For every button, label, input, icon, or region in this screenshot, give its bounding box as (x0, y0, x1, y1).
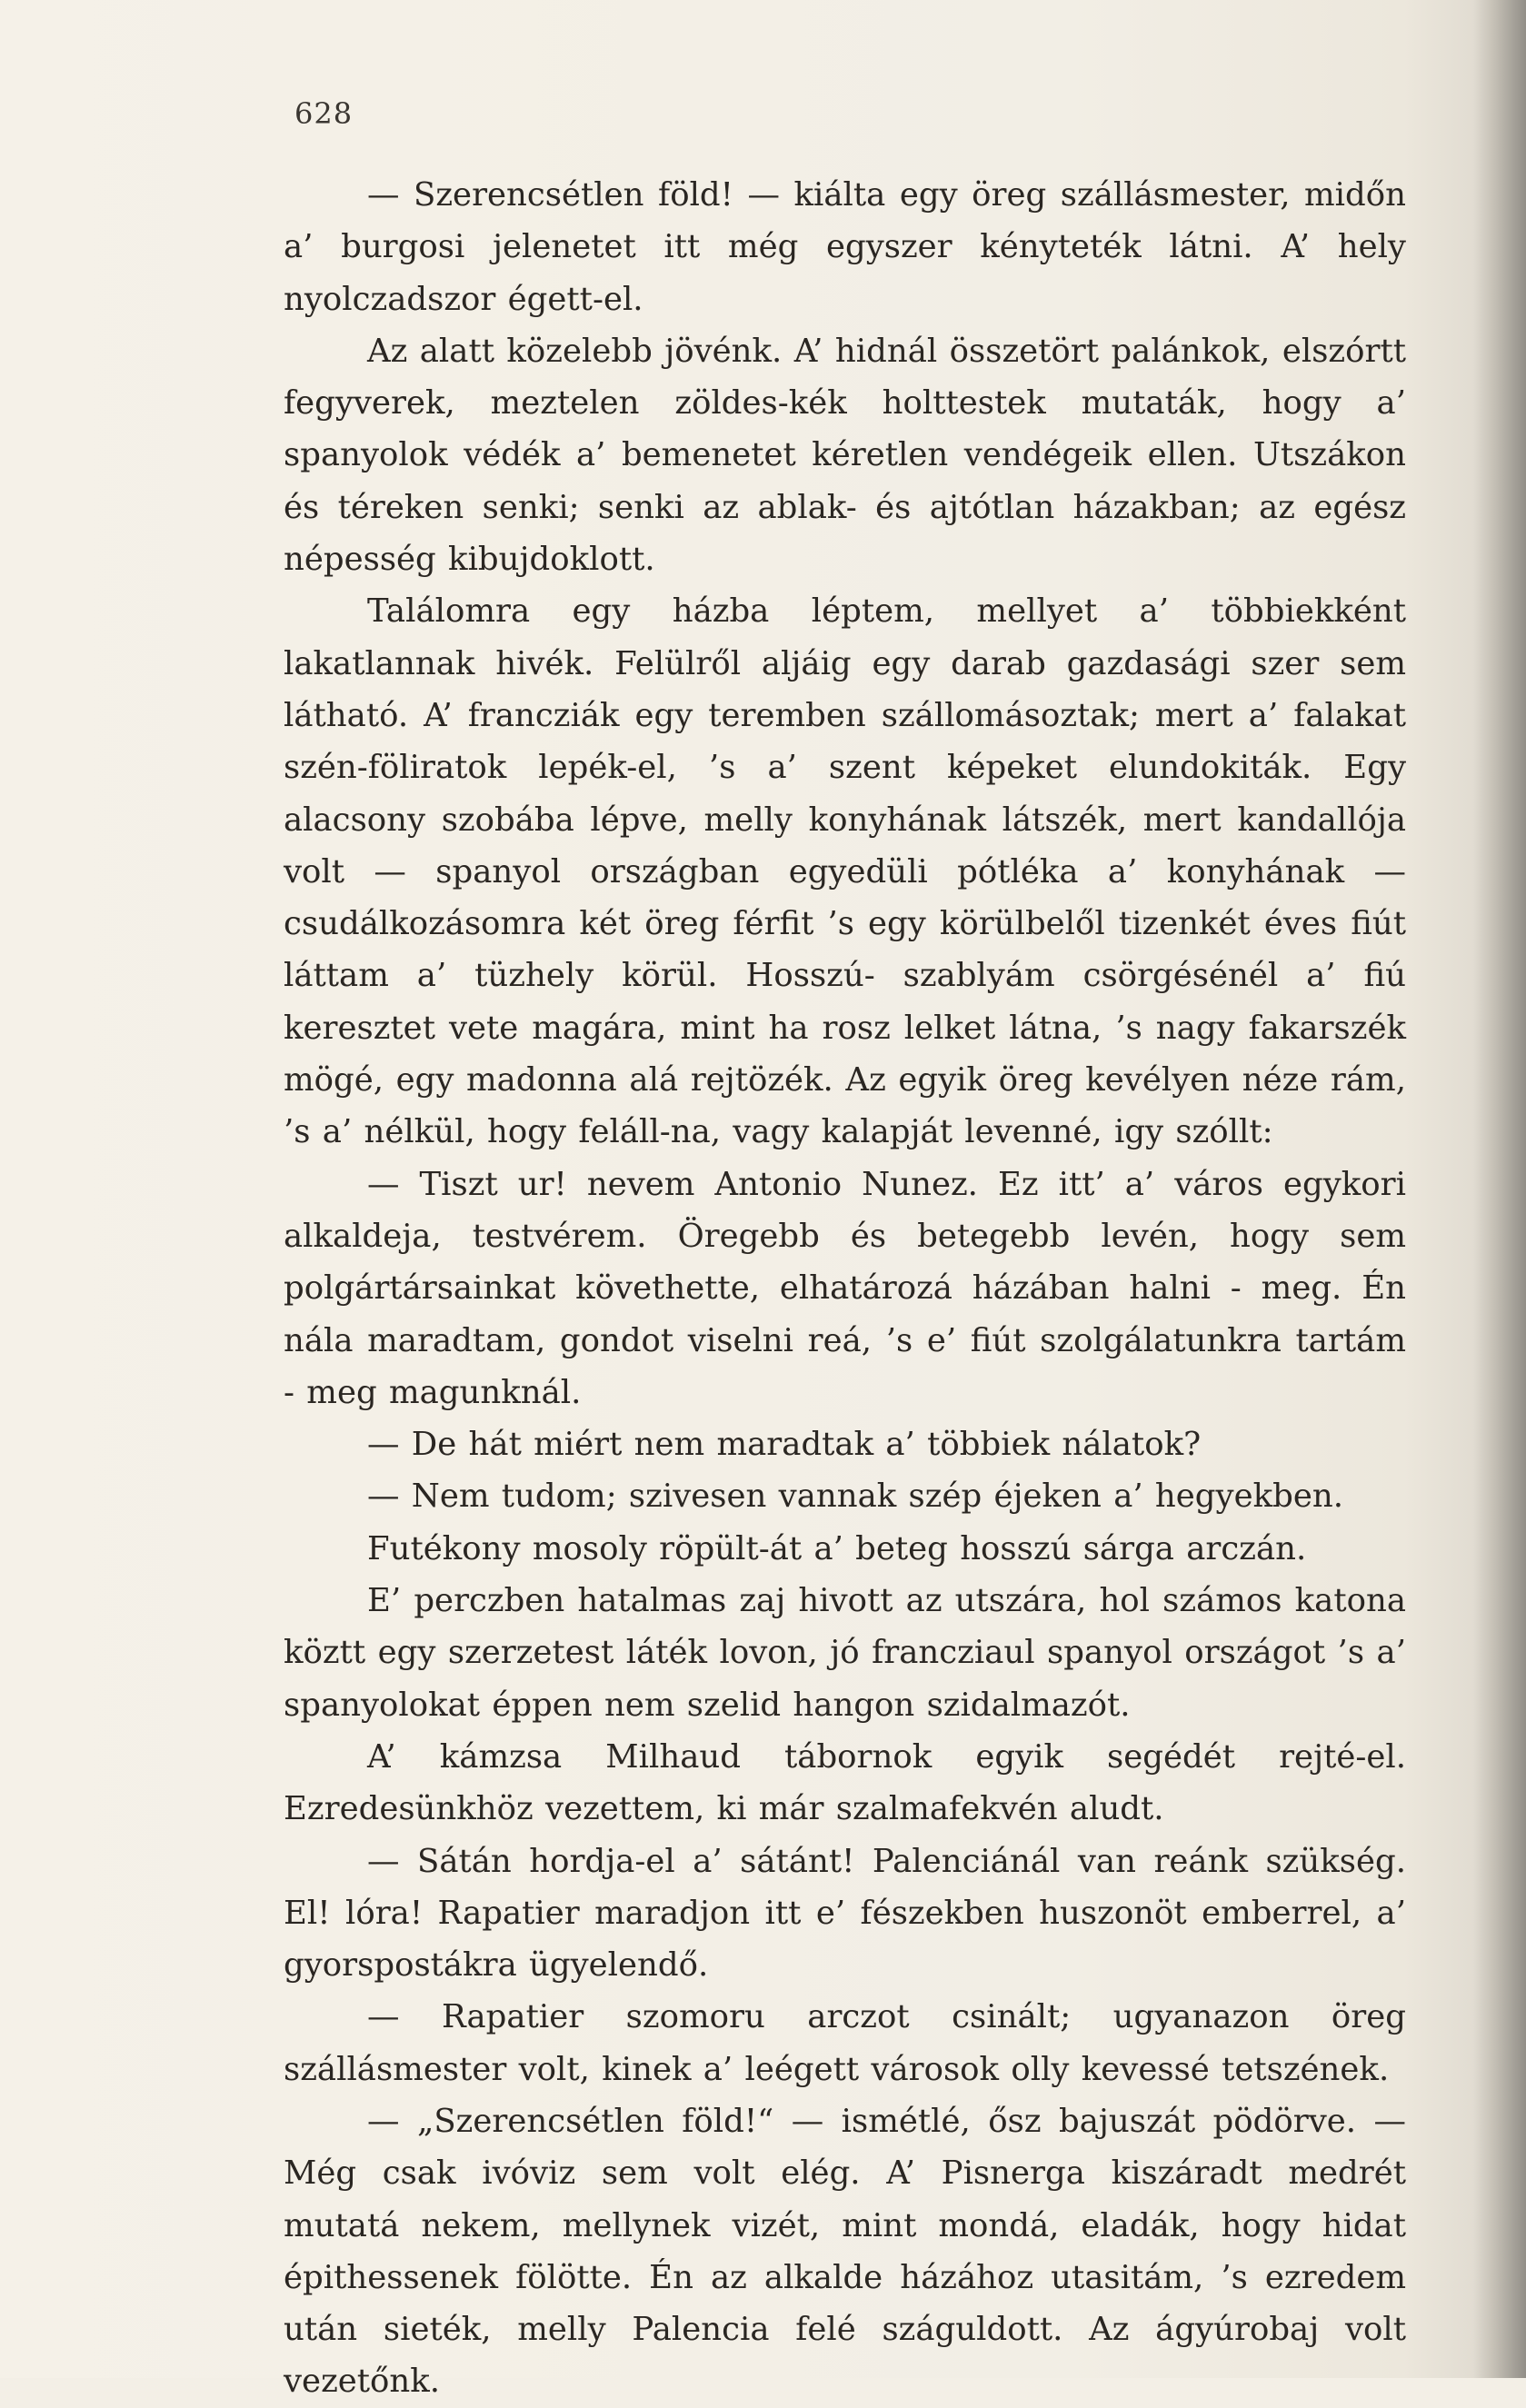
paragraph: — Szerencsétlen föld! — kiálta egy öreg szállásmester, midőn a’ burgosi jelenetet itt még egyszer kényteték látni. A’ hely nyolczadszor égett-el. (284, 176, 1406, 318)
paragraph: — Tiszt ur! nevem Antonio Nunez. Ez itt’ a’ város egykori alkaldeja, testvérem. Öregebb és betegebb levén, hogy sem polgártársainkat követhette, elhatározá házában halni - meg. Én nála maradtam, gondot viselni reá, ’s e’ fiút szolgálatunkra tartám - meg magunknál. (284, 1165, 1406, 1411)
paragraph: A’ kámzsa Milhaud tábornok egyik segédét rejté-el. Ezredesünkhöz vezettem, ki már szalmafekvén aludt. (284, 1737, 1406, 1828)
paragraph: — Sátán hordja-el a’ sátánt! Palenciánál van reánk szükség. El! lóra! Rapatier maradjon itt e’ fészekben huszonöt emberrel, a’ gyorspostákra ügyelendő. (284, 1842, 1406, 1985)
paragraph: — Nem tudom; szivesen vannak szép éjeken a’ hegyekben. (367, 1478, 1343, 1516)
paragraph: Futékony mosoly röpült-át a’ beteg hosszú sárga arczán. (367, 1529, 1307, 1567)
paragraph: Találomra egy házba léptem, mellyet a’ többiekként lakatlannak hivék. Felülről aljáig egy darab gazdasági szer sem látható. A’ francziák egy teremben szállomásoztak; mert a’ falakat szén-föliratok lepék-el, ’s a’ szent képeket elundokiták. Egy alacsony szobába lépve, melly konyhának látszék, mert kandallója volt — spanyol országban egyedüli pótléka a’ konyhának — csudálkozásomra két öreg férfit ’s egy körülbelől tizenkét éves fiút láttam a’ tüzhely körül. Hosszú- szablyám csörgésénél a’ fiú keresztet vete magára, mint ha rosz lelket látna, ’s nagy fakarszék mögé, egy madonna alá rejtözék. Az egyik öreg kevélyen néze rám, ’s a’ nélkül, hogy feláll-na, vagy kalapját levenné, igy szóllt: (284, 592, 1406, 1151)
page-number: 628 (294, 96, 354, 131)
body-text (284, 169, 1406, 2408)
page-gutter-shadow (1473, 0, 1526, 2378)
paragraph: Az alatt közelebb jövénk. A’ hidnál összetört palánkok, elszórtt fegyverek, meztelen zöldes-kék holttestek mutaták, hogy a’ spanyolok védék a’ bemenetet kéretlen vendégeik ellen. Utszákon és téreken senki; senki az ablak- és ajtótlan házakban; az egész népesség kibujdoklott. (284, 332, 1406, 579)
paragraph: — Rapatier szomoru arczot csinált; ugyanazon öreg szállásmester volt, kinek a’ leégett városok olly kevessé tetszének. (284, 1998, 1406, 2088)
paragraph: — „Szerencsétlen föld!“ — ismétlé, ősz bajuszát pödörve. — Még csak ivóviz sem volt elég. A’ Pisnerga kiszáradt medrét mutatá nekem, mellynek vizét, mint mondá, eladák, hogy hidat épithessenek fölötte. Én az alkalde házához utasitám, ’s ezredem után sieték, melly Palencia felé száguldott. Az ágyúrobaj volt vezetőnk. (284, 2102, 1406, 2401)
paragraph: — De hát miért nem maradtak a’ többiek nálatok? (367, 1426, 1202, 1464)
paragraph: E’ perczben hatalmas zaj hivott az utszára, hol számos katona köztt egy szerzetest láték lovon, jó francziaul spanyol országot ’s a’ spanyolokat éppen nem szelid hangon szidalmazót. (284, 1582, 1406, 1724)
